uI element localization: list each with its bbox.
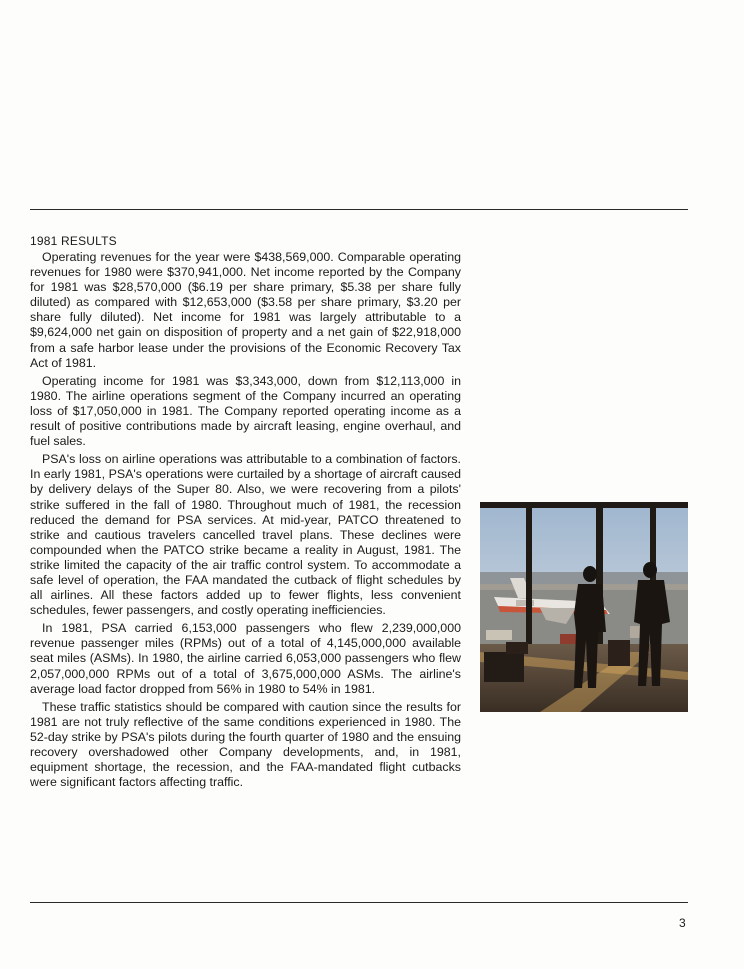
paragraph-revenues: Operating revenues for the year were $438,569,000. Comparable operating revenues for 1980 were $370,941,000. Net income reported by the Company for 1981 was $28,570,000 ($6.19 per share primary, $5.38 per share fully diluted) as compared with $12,653,000 ($3.58 per share primary, $3.20 per share fully diluted). Net income for 1981 was largely attributable to a $9,624,000 net gain on disposition of property and a net gain of $22,918,000 from a safe harbor lease under the provisions of the Economic Recovery Tax Act of 1981. xyxy=(30,250,461,370)
section-heading: 1981 RESULTS xyxy=(30,234,117,248)
bottom-divider xyxy=(30,902,688,903)
article-body xyxy=(30,250,461,793)
paragraph-operating-income: Operating income for 1981 was $3,343,000, down from $12,113,000 in 1980. The airline operations segment of the Company incurred an operating loss of $17,050,000 in 1981. The Company reported operating income as a result of positive contributions made by aircraft leasing, engine overhaul, and fuel sales. xyxy=(30,373,461,449)
page-number: 3 xyxy=(679,916,686,930)
paragraph-caution: These traffic statistics should be compared with caution since the results for 1981 are not truly reflective of the same conditions experienced in 1980. The 52-day strike by PSA's pilots during the fourth quarter of 1980 and the ensuing recovery overshadowed other Company developments, and, in 1981, equipment shortage, the recession, and the FAA-mandated flight cutbacks were significant factors affecting traffic. xyxy=(30,699,461,790)
paragraph-airline-loss: PSA's loss on airline operations was attributable to a combination of factors. In early 1981, PSA's operations were curtailed by a shortage of aircraft caused by delivery delays of the Super 80. Also, we were recovering from a pilots' strike suffered in the fall of 1980. Throughout much of 1981, the recession reduced the demand for PSA services. At mid-year, PATCO threatened to strike and cautious travelers cancelled travel plans. These declines were compounded when the PATCO strike became a reality in August, 1981. The strike limited the capacity of the air traffic control system. To accommodate a safe level of operation, the FAA mandated the cutback of flight schedules by all airlines. All these factors added up to fewer flights, less convenient schedules, fewer passengers, and costly operating inefficiencies. xyxy=(30,452,461,618)
paragraph-traffic: In 1981, PSA carried 6,153,000 passengers who flew 2,239,000,000 revenue passenger miles (RPMs) out of a total of 4,145,000,000 available seat miles (ASMs). In 1980, the airline carried 6,053,000 passengers who flew 2,057,000,000 RPMs out of a total of 3,675,000,000 ASMs. The airline's average load factor dropped from 56% in 1980 to 54% in 1981. xyxy=(30,621,461,696)
airport-terminal-photo xyxy=(480,502,688,712)
top-divider xyxy=(30,209,688,210)
